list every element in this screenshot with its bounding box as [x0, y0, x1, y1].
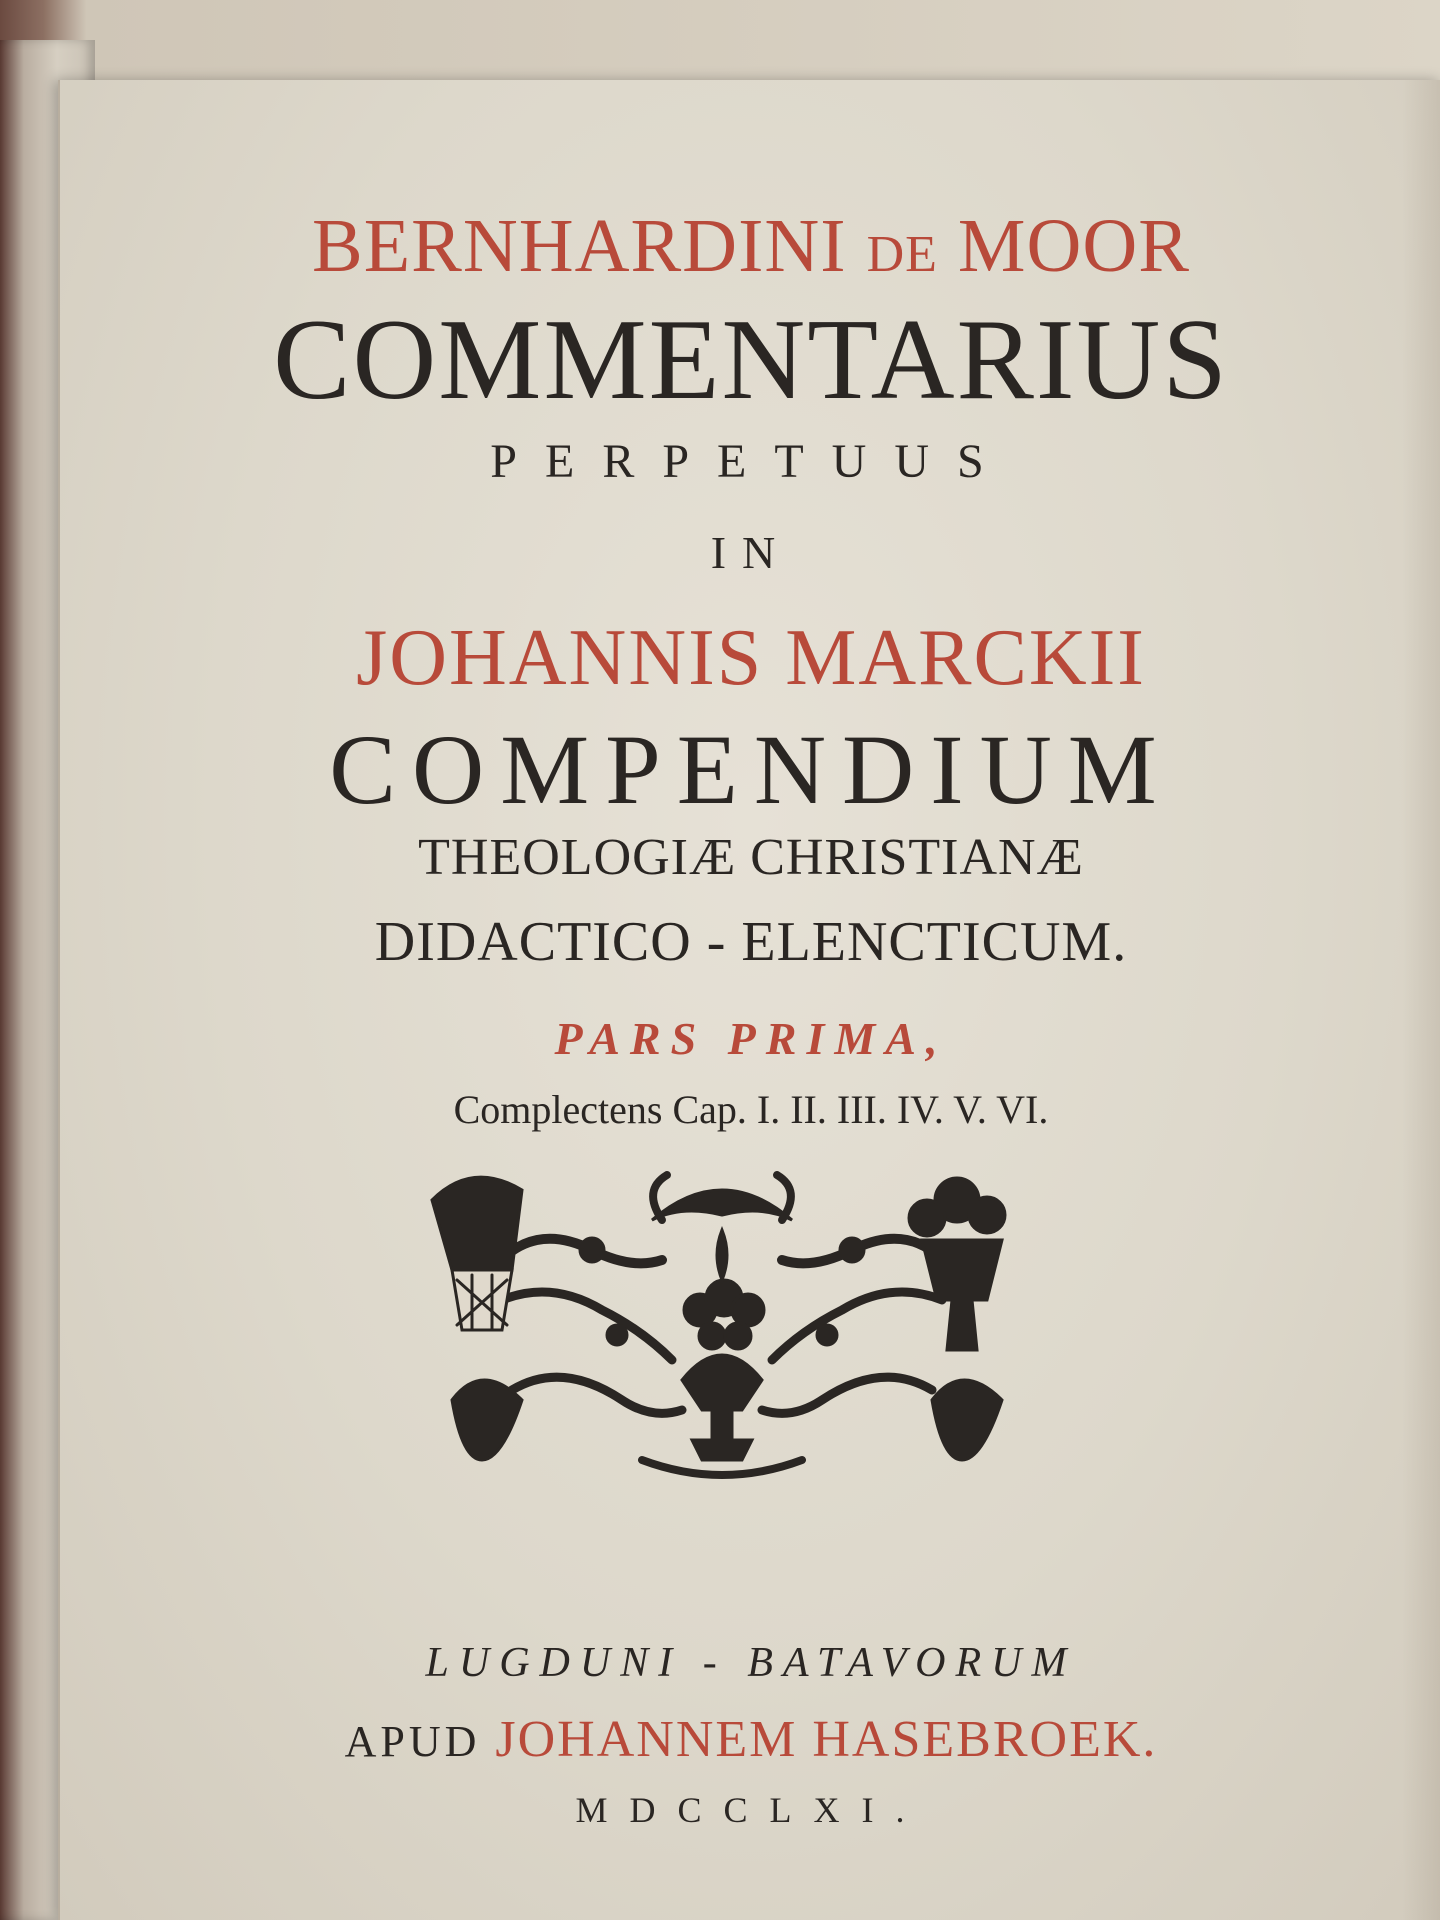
title-main: COMMENTARIUS: [273, 296, 1229, 424]
author-name: BERNHARDINI: [312, 204, 847, 288]
subject-author: JOHANNIS MARCKII: [356, 614, 1146, 702]
subject-line-2: DIDACTICO - ELENCTICUM.: [374, 911, 1128, 973]
author-surname: MOOR: [957, 204, 1190, 288]
author-particle: DE: [866, 226, 938, 283]
imprint-apud: APUD: [344, 1717, 481, 1766]
imprint-year: MDCCLXI.: [575, 1790, 927, 1830]
imprint-place: LUGDUNI - BATAVORUM: [425, 1640, 1077, 1686]
title-perpetuus: PERPETUUS: [490, 435, 1012, 488]
ornament-svg: [412, 1160, 1032, 1480]
title-in: IN: [710, 527, 792, 578]
title-page: [58, 80, 1440, 1920]
subject-work: COMPENDIUM: [329, 714, 1173, 825]
contents-line: Complectens Cap. I. II. III. IV. V. VI.: [453, 1087, 1049, 1132]
subject-line-1: THEOLOGIÆ CHRISTIANÆ: [418, 829, 1084, 886]
part-label: PARS PRIMA,: [554, 1013, 948, 1064]
imprint-publisher-line: [60, 1711, 1440, 1768]
author-line: [60, 204, 1440, 288]
imprint-publisher: JOHANNEM HASEBROEK.: [495, 1711, 1158, 1768]
printers-ornament-icon: [412, 1160, 1032, 1480]
